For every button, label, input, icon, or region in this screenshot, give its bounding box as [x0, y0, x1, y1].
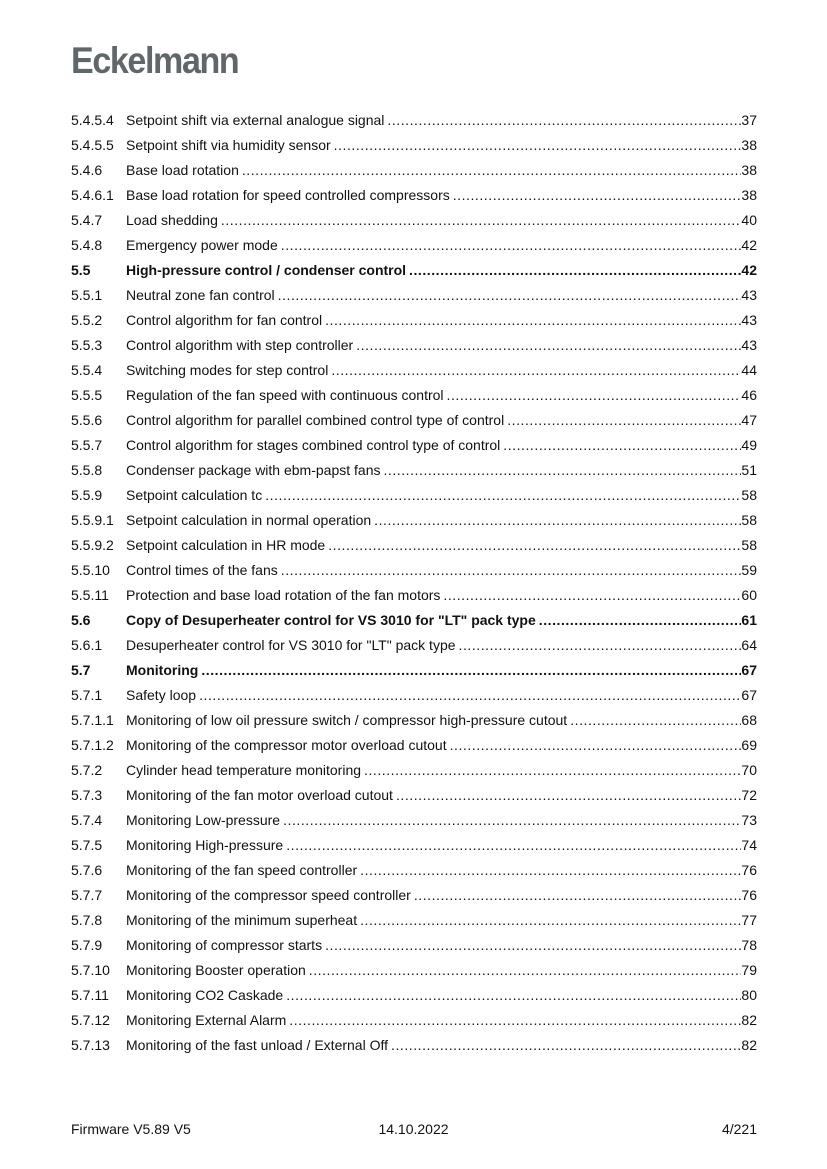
toc-entry-page: 73 [741, 812, 757, 828]
toc-entry-title: Monitoring of the fan motor overload cutout [126, 787, 393, 803]
toc-leader-dots [459, 633, 742, 658]
toc-entry[interactable] [71, 183, 757, 208]
toc-entry-page: 80 [741, 987, 757, 1003]
toc-entry-page: 40 [741, 212, 757, 228]
toc-entry-title: Control algorithm for fan control [126, 312, 323, 328]
toc-entry-page: 43 [741, 337, 757, 353]
toc-entry[interactable] [71, 108, 757, 133]
toc-entry-page: 49 [741, 437, 757, 453]
toc-entry-title: Monitoring of the fan speed controller [126, 862, 358, 878]
toc-entry-page: 51 [741, 462, 757, 478]
toc-entry-number: 5.7.2 [71, 762, 103, 778]
toc-entry[interactable] [71, 583, 757, 608]
toc-entry-number: 5.7.13 [71, 1037, 110, 1053]
table-of-contents [71, 108, 757, 1058]
toc-entry[interactable] [71, 133, 757, 158]
toc-entry-page: 79 [741, 962, 757, 978]
toc-entry-number: 5.7.1.1 [71, 712, 114, 728]
toc-entry-page: 74 [741, 837, 757, 853]
toc-entry[interactable] [71, 983, 757, 1008]
toc-leader-dots [325, 933, 741, 958]
toc-leader-dots [328, 533, 741, 558]
toc-entry-page: 78 [741, 937, 757, 953]
eckelmann-logo: Eckelmann [71, 40, 239, 81]
toc-leader-dots [199, 683, 741, 708]
toc-leader-dots [201, 658, 741, 683]
toc-entry-title: Monitoring High-pressure [126, 837, 284, 853]
toc-entry-title: Load shedding [126, 212, 218, 228]
toc-leader-dots [331, 358, 741, 383]
toc-entry-page: 58 [741, 512, 757, 528]
toc-entry-title: Copy of Desuperheater control for VS 3010 for "LT" pack type [126, 612, 536, 628]
toc-entry[interactable] [71, 158, 757, 183]
toc-leader-dots [334, 133, 742, 158]
toc-entry-page: 82 [741, 1012, 757, 1028]
toc-leader-dots [396, 783, 741, 808]
page-footer [0, 1120, 827, 1138]
toc-leader-dots [364, 758, 741, 783]
toc-entry-title: Monitoring of the minimum superheat [126, 912, 358, 928]
toc-entry-page: 58 [741, 537, 757, 553]
toc-entry[interactable] [71, 758, 757, 783]
toc-entry-page: 68 [741, 712, 757, 728]
toc-leader-dots [503, 433, 741, 458]
toc-entry-number: 5.6 [71, 612, 91, 628]
toc-leader-dots [387, 108, 741, 133]
toc-entry-number: 5.5.5 [71, 387, 103, 403]
toc-entry-number: 5.5.9.1 [71, 512, 114, 528]
toc-entry[interactable] [71, 558, 757, 583]
toc-entry[interactable] [71, 508, 757, 533]
toc-entry-page: 82 [741, 1037, 757, 1053]
toc-leader-dots [221, 208, 742, 233]
toc-entry-page: 38 [741, 137, 757, 153]
toc-entry[interactable] [71, 483, 757, 508]
toc-leader-dots [356, 333, 741, 358]
toc-entry-title: Control algorithm for parallel combined control type of control [126, 412, 505, 428]
toc-entry-number: 5.5.11 [71, 587, 109, 603]
toc-entry-title: Monitoring CO2 Caskade [126, 987, 284, 1003]
toc-leader-dots [539, 608, 742, 633]
toc-entry-number: 5.7.4 [71, 812, 103, 828]
footer-date: 14.10.2022 [378, 1121, 449, 1137]
toc-entry[interactable] [71, 458, 757, 483]
footer-page-indicator: 4/221 [721, 1121, 757, 1137]
toc-entry-page: 46 [741, 387, 757, 403]
toc-entry[interactable] [71, 208, 757, 233]
toc-entry-number: 5.4.6.1 [71, 187, 114, 203]
toc-entry[interactable] [71, 408, 757, 433]
toc-entry-number: 5.5.9 [71, 487, 103, 503]
toc-entry[interactable] [71, 958, 757, 983]
toc-entry-number: 5.4.6 [71, 162, 103, 178]
toc-entry[interactable] [71, 358, 757, 383]
toc-entry-title: Regulation of the fan speed with continuous control [126, 387, 444, 403]
toc-entry-number: 5.7 [71, 662, 91, 678]
toc-entry-number: 5.5.10 [71, 562, 110, 578]
toc-entry-page: 44 [741, 362, 757, 378]
toc-leader-dots [286, 983, 741, 1008]
toc-leader-dots [309, 958, 742, 983]
toc-entry-title: Desuperheater control for VS 3010 for "LT" pack type [126, 637, 456, 653]
toc-entry-title: Base load rotation [126, 162, 239, 178]
toc-entry-title: Monitoring Booster operation [126, 962, 306, 978]
toc-entry-number: 5.4.7 [71, 212, 103, 228]
toc-entry-page: 77 [741, 912, 757, 928]
toc-entry-number: 5.6.1 [71, 637, 103, 653]
toc-entry[interactable] [71, 258, 757, 283]
toc-entry[interactable] [71, 1008, 757, 1033]
toc-entry-title: Emergency power mode [126, 237, 278, 253]
toc-entry-number: 5.5.6 [71, 412, 103, 428]
toc-entry-number: 5.4.8 [71, 237, 103, 253]
toc-entry-page: 76 [741, 862, 757, 878]
toc-entry-number: 5.7.6 [71, 862, 103, 878]
toc-entry-page: 58 [741, 487, 757, 503]
toc-entry[interactable] [71, 383, 757, 408]
toc-entry[interactable] [71, 658, 757, 683]
toc-entry-page: 60 [741, 587, 757, 603]
toc-entry-number: 5.5.1 [71, 287, 103, 303]
toc-entry[interactable] [71, 308, 757, 333]
toc-leader-dots [265, 483, 741, 508]
toc-leader-dots [447, 383, 742, 408]
toc-entry-title: Monitoring External Alarm [126, 1012, 287, 1028]
toc-entry-title: Monitoring of the compressor motor overload cutout [126, 737, 447, 753]
toc-entry[interactable] [71, 733, 757, 758]
toc-leader-dots [391, 1033, 741, 1058]
toc-leader-dots [453, 183, 742, 208]
toc-entry-number: 5.5.4 [71, 362, 103, 378]
toc-leader-dots [409, 258, 741, 283]
toc-leader-dots [286, 833, 741, 858]
toc-entry[interactable] [71, 683, 757, 708]
toc-entry-number: 5.5.3 [71, 337, 103, 353]
toc-entry-number: 5.7.8 [71, 912, 103, 928]
toc-leader-dots [360, 908, 741, 933]
toc-entry[interactable] [71, 233, 757, 258]
toc-entry-title: Monitoring of the compressor speed controller [126, 887, 411, 903]
toc-entry-title: Control times of the fans [126, 562, 278, 578]
toc-entry-number: 5.7.1.2 [71, 737, 114, 753]
toc-entry-number: 5.5.8 [71, 462, 103, 478]
toc-leader-dots [278, 283, 742, 308]
toc-entry-title: Monitoring Low-pressure [126, 812, 281, 828]
toc-entry-page: 43 [741, 312, 757, 328]
toc-entry[interactable] [71, 533, 757, 558]
toc-entry-number: 5.7.9 [71, 937, 103, 953]
toc-leader-dots [443, 583, 741, 608]
toc-entry-title: Setpoint calculation tc [126, 487, 263, 503]
toc-entry[interactable] [71, 783, 757, 808]
toc-entry-title: Condenser package with ebm-papst fans [126, 462, 381, 478]
toc-entry[interactable] [71, 708, 757, 733]
toc-entry-number: 5.7.10 [71, 962, 110, 978]
toc-entry[interactable] [71, 283, 757, 308]
toc-entry-title: High-pressure control / condenser control [126, 262, 407, 278]
toc-entry-page: 67 [741, 687, 757, 703]
toc-entry-title: Setpoint shift via external analogue signal [126, 112, 385, 128]
toc-entry-page: 76 [741, 887, 757, 903]
toc-leader-dots [289, 1008, 741, 1033]
toc-leader-dots [281, 233, 742, 258]
toc-leader-dots [360, 858, 741, 883]
toc-entry-title: Base load rotation for speed controlled compressors [126, 187, 450, 203]
toc-entry-page: 72 [741, 787, 757, 803]
toc-entry-title: Protection and base load rotation of the fan motors [126, 587, 441, 603]
toc-entry[interactable] [71, 433, 757, 458]
toc-entry-number: 5.7.12 [71, 1012, 110, 1028]
toc-entry-page: 42 [741, 262, 757, 278]
toc-entry-title: Monitoring [126, 662, 199, 678]
toc-leader-dots [570, 708, 741, 733]
toc-entry[interactable] [71, 908, 757, 933]
toc-entry[interactable] [71, 883, 757, 908]
toc-entry-title: Control algorithm with step controller [126, 337, 354, 353]
toc-leader-dots [507, 408, 741, 433]
toc-entry-number: 5.5.7 [71, 437, 103, 453]
toc-leader-dots [450, 733, 742, 758]
toc-entry-title: Monitoring of compressor starts [126, 937, 323, 953]
toc-entry-title: Monitoring of low oil pressure switch / compressor high-pressure cutout [126, 712, 568, 728]
toc-entry-title: Safety loop [126, 687, 197, 703]
toc-entry-title: Setpoint calculation in normal operation [126, 512, 372, 528]
toc-leader-dots [283, 808, 741, 833]
toc-entry-number: 5.7.3 [71, 787, 103, 803]
toc-entry-number: 5.5 [71, 262, 91, 278]
toc-entry-page: 61 [741, 612, 757, 628]
toc-entry[interactable] [71, 933, 757, 958]
toc-entry-number: 5.7.1 [71, 687, 103, 703]
toc-entry-number: 5.7.5 [71, 837, 103, 853]
toc-entry-number: 5.7.7 [71, 887, 103, 903]
toc-entry-page: 69 [741, 737, 757, 753]
toc-entry-title: Setpoint calculation in HR mode [126, 537, 326, 553]
toc-entry-page: 38 [741, 162, 757, 178]
toc-leader-dots [374, 508, 741, 533]
toc-entry-title: Neutral zone fan control [126, 287, 275, 303]
toc-leader-dots [325, 308, 741, 333]
toc-entry-title: Switching modes for step control [126, 362, 329, 378]
toc-entry[interactable] [71, 833, 757, 858]
toc-entry[interactable] [71, 808, 757, 833]
toc-entry-page: 64 [741, 637, 757, 653]
toc-entry-page: 43 [741, 287, 757, 303]
toc-entry-title: Setpoint shift via humidity sensor [126, 137, 331, 153]
toc-entry-title: Monitoring of the fast unload / External Off [126, 1037, 389, 1053]
toc-entry-page: 37 [741, 112, 757, 128]
toc-entry-page: 42 [741, 237, 757, 253]
toc-entry-number: 5.5.9.2 [71, 537, 114, 553]
toc-entry-number: 5.7.11 [71, 987, 109, 1003]
toc-entry-page: 67 [741, 662, 757, 678]
toc-entry-number: 5.4.5.4 [71, 112, 114, 128]
footer-firmware-version: Firmware V5.89 V5 [71, 1121, 191, 1137]
toc-leader-dots [242, 158, 742, 183]
toc-entry-number: 5.4.5.5 [71, 137, 114, 153]
toc-leader-dots [281, 558, 742, 583]
toc-entry-title: Cylinder head temperature monitoring [126, 762, 362, 778]
toc-entry-page: 59 [741, 562, 757, 578]
toc-entry[interactable] [71, 333, 757, 358]
toc-entry-number: 5.5.2 [71, 312, 103, 328]
toc-entry-page: 38 [741, 187, 757, 203]
toc-entry[interactable] [71, 858, 757, 883]
toc-entry-title: Control algorithm for stages combined control type of control [126, 437, 501, 453]
toc-entry[interactable] [71, 608, 757, 633]
toc-leader-dots [414, 883, 742, 908]
toc-entry[interactable] [71, 1033, 757, 1058]
toc-leader-dots [383, 458, 741, 483]
toc-entry[interactable] [71, 633, 757, 658]
toc-entry-page: 47 [741, 412, 757, 428]
toc-entry-page: 70 [741, 762, 757, 778]
